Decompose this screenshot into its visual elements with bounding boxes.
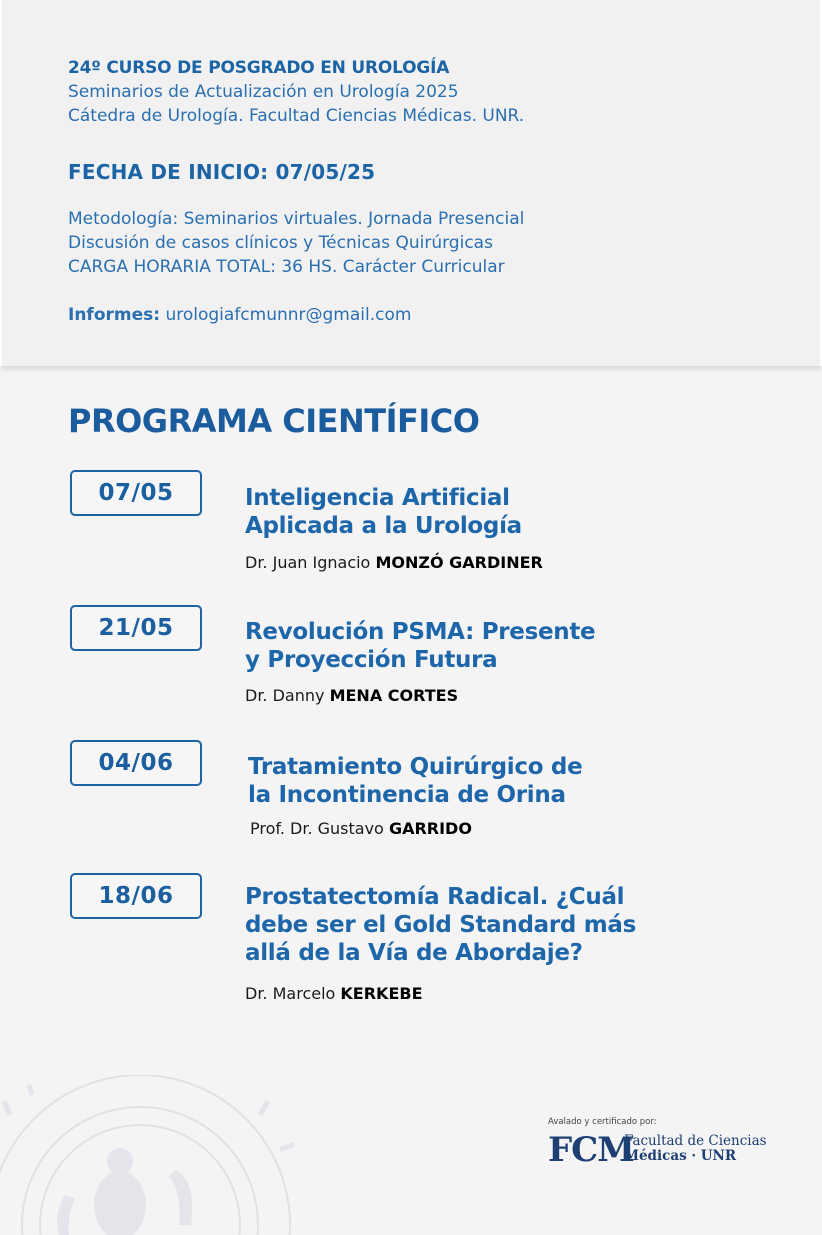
speaker-prefix: Dr. Juan Ignacio <box>245 553 371 572</box>
session-date-badge: 18/06 <box>70 873 202 919</box>
fcm-logo-line: Médicas · UNR <box>624 1148 737 1164</box>
fcm-logo-name <box>624 1134 767 1164</box>
session-topic-line: Inteligencia Artificial <box>245 485 510 511</box>
endorsement-text: Avalado y certificado por: <box>548 1117 657 1127</box>
session-topic <box>248 753 582 809</box>
session-topic-line: Tratamiento Quirúrgico de <box>248 754 583 780</box>
session-topic-line: allá de la Vía de Abordaje? <box>245 940 583 966</box>
program-title: PROGRAMA CIENTÍFICO <box>68 402 480 440</box>
session-date-badge: 04/06 <box>70 740 202 786</box>
session-topic-line: Revolución PSMA: Presente <box>245 619 596 645</box>
speaker-surname: KERKEBE <box>340 984 423 1003</box>
speaker-prefix: Dr. Marcelo <box>245 984 336 1003</box>
session-topic <box>245 883 636 967</box>
session-speaker <box>250 819 472 838</box>
speaker-prefix: Prof. Dr. Gustavo <box>250 819 384 838</box>
university-seal-icon <box>0 1075 310 1235</box>
session-speaker <box>245 553 543 572</box>
course-title: 24º CURSO DE POSGRADO EN UROLOGÍA <box>68 58 450 78</box>
info-label: Informes: <box>68 305 161 325</box>
session-topic-line: y Proyección Futura <box>245 647 498 673</box>
fcm-logo-abbr: FCM <box>548 1130 634 1170</box>
session-speaker <box>245 984 423 1003</box>
session-topic <box>245 618 595 674</box>
methodology-text: Metodología: Seminarios virtuales. Jornada Presencial <box>68 209 525 229</box>
info-line <box>68 305 411 325</box>
session-topic-line: debe ser el Gold Standard más <box>245 912 637 938</box>
speaker-surname: MENA CORTES <box>329 686 459 705</box>
session-topic-line: Prostatectomía Radical. ¿Cuál <box>245 884 625 910</box>
hours-text: CARGA HORARIA TOTAL: 36 HS. Carácter Curricular <box>68 257 505 277</box>
course-institution: Cátedra de Urología. Facultad Ciencias Médicas. UNR. <box>68 106 525 126</box>
session-date-badge: 21/05 <box>70 605 202 651</box>
session-topic <box>245 484 522 540</box>
discussion-text: Discusión de casos clínicos y Técnicas Quirúrgicas <box>68 233 493 253</box>
info-email-link[interactable]: urologiafcmunnr@gmail.com <box>165 305 412 325</box>
session-topic-line: la Incontinencia de Orina <box>248 782 566 808</box>
speaker-prefix: Dr. Danny <box>245 686 325 705</box>
speaker-surname: MONZÓ GARDINER <box>375 553 543 572</box>
session-topic-line: Aplicada a la Urología <box>245 513 522 539</box>
course-subtitle: Seminarios de Actualización en Urología 2025 <box>68 82 459 102</box>
speaker-surname: GARRIDO <box>388 819 472 838</box>
start-date: FECHA DE INICIO: 07/05/25 <box>68 160 376 184</box>
fcm-logo-line: Facultad de Ciencias <box>624 1133 767 1149</box>
session-date-badge: 07/05 <box>70 470 202 516</box>
session-speaker <box>245 686 458 705</box>
